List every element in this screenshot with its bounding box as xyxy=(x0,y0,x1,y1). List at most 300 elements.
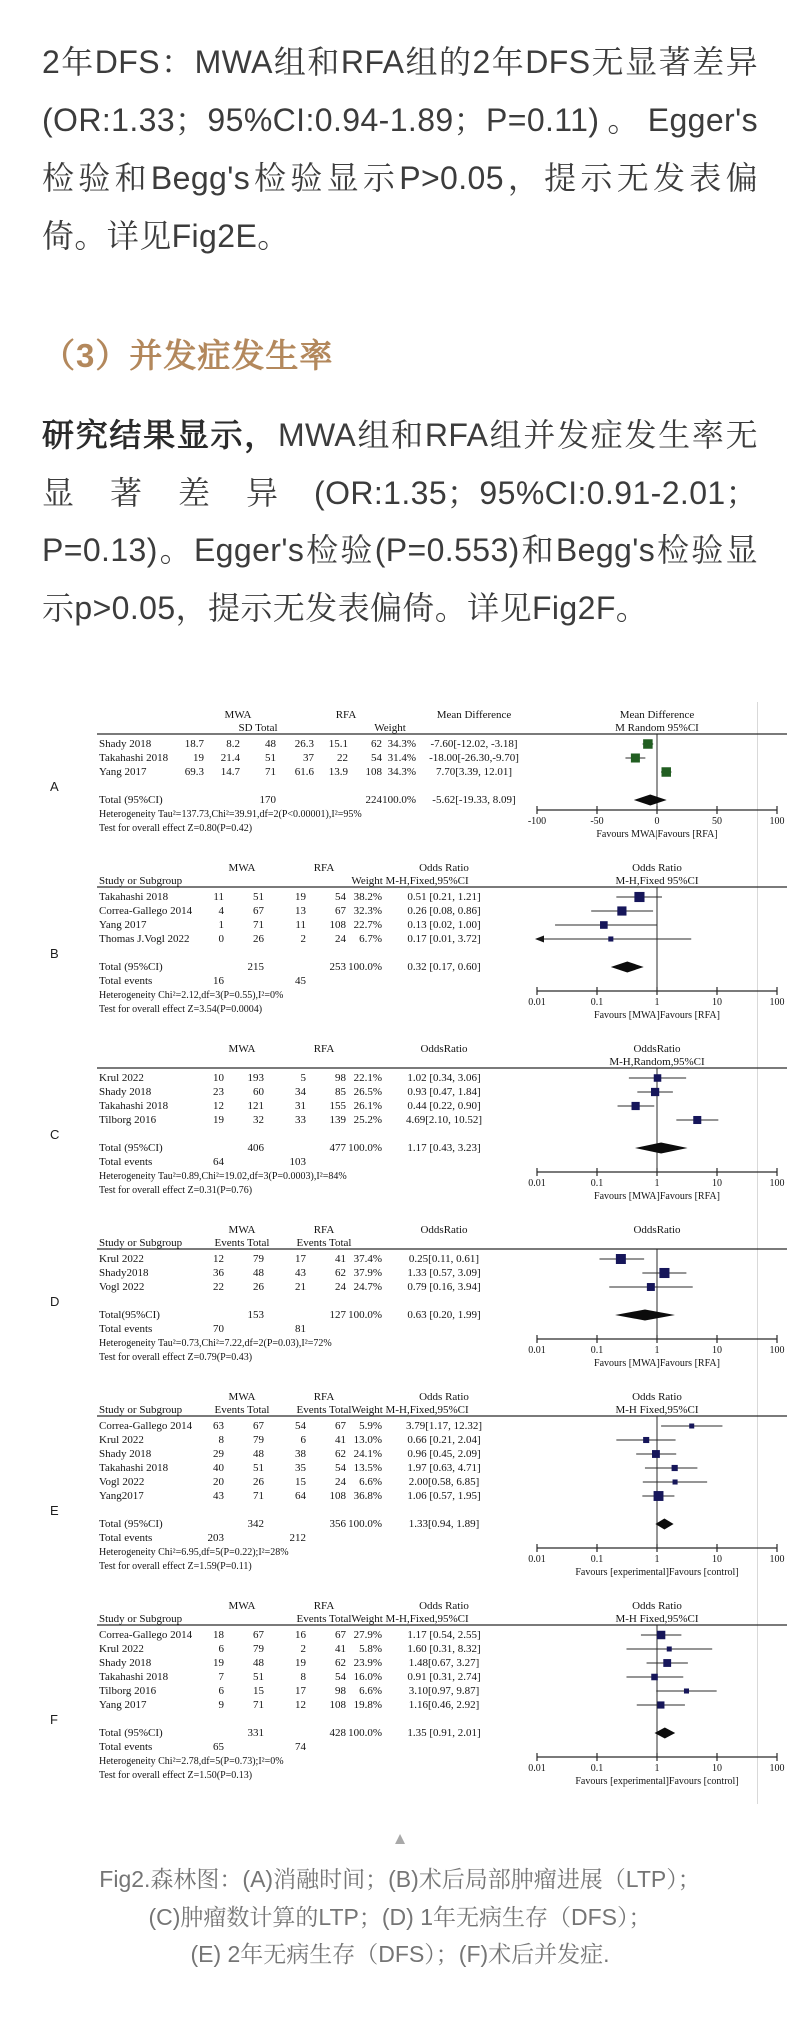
collapse-triangle-icon: ▲ xyxy=(391,1829,409,1849)
group2-value: 37 xyxy=(303,752,314,765)
x-axis-tick-label: 1 xyxy=(654,1345,660,1357)
effect-estimate-text: 1.17 [0.54, 2.55] xyxy=(407,1629,481,1642)
group1-value: 69.3 xyxy=(184,766,204,779)
group1-value: 7 xyxy=(218,1671,224,1684)
effect-marker xyxy=(608,937,613,942)
weight-value: 13.0% xyxy=(353,1434,382,1447)
effect-marker xyxy=(654,1074,662,1082)
column-subheader-group2: Events Total xyxy=(296,1404,352,1417)
column-header-group1: MWA xyxy=(228,862,256,875)
x-axis-tick-label: 0.1 xyxy=(590,997,604,1009)
effect-marker xyxy=(689,1424,694,1429)
effect-estimate-text: 0.91 [0.31, 2.74] xyxy=(407,1671,481,1684)
effect-marker xyxy=(684,1689,689,1694)
study-name: Tilborg 2016 xyxy=(99,1114,157,1127)
total-n-group1: 170 xyxy=(259,794,276,807)
group2-value: 19 xyxy=(295,891,306,904)
weight-value: 23.9% xyxy=(353,1657,382,1670)
group1-value: 14.7 xyxy=(220,766,240,779)
effect-marker xyxy=(657,1631,665,1639)
group1-value: 1 xyxy=(218,919,224,932)
total-events-group1: 70 xyxy=(213,1323,224,1336)
group2-value: 62 xyxy=(371,738,382,751)
favours-label: Favours [MWA]Favours [RFA] xyxy=(594,1010,720,1022)
total-effect-text: 0.63 [0.20, 1.99] xyxy=(407,1309,481,1322)
heterogeneity-text: Heterogeneity Tau²=137.73,Chi²=39.91,df=2(P<0.00001),I²=95% xyxy=(99,809,362,821)
forest-panel-F xyxy=(42,1599,787,1804)
group2-value: 155 xyxy=(329,1100,346,1113)
total-weight: 100.0% xyxy=(348,1142,382,1155)
x-axis-tick-label: 100 xyxy=(769,997,785,1009)
study-name: Thomas J.Vogl 2022 xyxy=(99,933,190,946)
weight-value: 34.3% xyxy=(387,766,416,779)
total-n-group2: 253 xyxy=(329,961,346,974)
heterogeneity-text: Heterogeneity Tau²=0.89,Chi²=19.02,df=3(P=0.0003),I²=84% xyxy=(99,1171,347,1183)
weight-value: 37.4% xyxy=(353,1253,382,1266)
figure-caption-block xyxy=(42,1830,758,1973)
effect-marker xyxy=(661,768,670,777)
favours-label: Favours [MWA]Favours [RFA] xyxy=(594,1358,720,1370)
forest-panel-C xyxy=(42,1042,787,1219)
group1-value: 4 xyxy=(218,905,224,918)
x-axis-tick-label: 0.01 xyxy=(528,1763,546,1775)
group2-value: 19 xyxy=(295,1657,306,1670)
group1-value: 20 xyxy=(213,1476,224,1489)
effect-marker xyxy=(643,740,652,749)
weight-value: 26.1% xyxy=(353,1100,382,1113)
group2-value: 11 xyxy=(295,919,306,932)
effect-marker xyxy=(647,1283,655,1291)
column-header-weight: Weight xyxy=(374,722,406,735)
favours-label: Favours MWA|Favours [RFA] xyxy=(596,829,718,841)
total-events-group2: 74 xyxy=(295,1741,306,1754)
group2-value: 108 xyxy=(329,1490,346,1503)
group2-value: 33 xyxy=(295,1114,306,1127)
study-name: Vogl 2022 xyxy=(99,1476,145,1489)
column-header-group2: RFA xyxy=(313,1043,335,1056)
weight-value: 32.3% xyxy=(353,905,382,918)
forest-panel-D xyxy=(42,1223,787,1386)
weight-value: 13.5% xyxy=(353,1462,382,1475)
group1-value: 32 xyxy=(253,1114,264,1127)
group2-value: 41 xyxy=(335,1643,346,1656)
group2-value: 24 xyxy=(335,1281,346,1294)
group2-value: 67 xyxy=(335,905,346,918)
group2-value: 2 xyxy=(300,933,306,946)
x-axis-tick-label: 10 xyxy=(712,997,722,1009)
column-subheader-group1: Events Total xyxy=(214,1404,270,1417)
x-axis-tick-label: 10 xyxy=(712,1178,722,1190)
weight-value: 24.1% xyxy=(353,1448,382,1461)
section-heading-complication-rate: （3）并发症发生率 xyxy=(42,336,334,374)
group2-value: 67 xyxy=(335,1629,346,1642)
effect-marker xyxy=(693,1116,701,1124)
weight-value: 25.2% xyxy=(353,1114,382,1127)
column-header-effect: Odds Ratio xyxy=(419,1600,469,1613)
x-axis-tick-label: 0.01 xyxy=(528,1345,546,1357)
group1-value: 29 xyxy=(213,1448,224,1461)
total-n-group2: 477 xyxy=(329,1142,346,1155)
group2-value: 21 xyxy=(295,1281,306,1294)
group1-value: 67 xyxy=(253,1629,264,1642)
study-name: Shady 2018 xyxy=(99,738,152,751)
effect-estimate-text: 1.06 [0.57, 1.95] xyxy=(407,1490,481,1503)
total-n-group2: 428 xyxy=(329,1727,346,1740)
x-axis-tick-label: 0.01 xyxy=(528,1554,546,1566)
effect-marker xyxy=(617,907,626,916)
total-events-group1: 64 xyxy=(213,1156,224,1169)
study-name: Takahashi 2018 xyxy=(99,891,169,904)
group1-value: 8.2 xyxy=(226,738,240,751)
total-events-group2: 103 xyxy=(289,1156,306,1169)
total-effect-text: 1.17 [0.43, 3.23] xyxy=(407,1142,481,1155)
column-header-model: M Random 95%CI xyxy=(615,722,699,735)
x-axis-tick-label: 1 xyxy=(654,1763,660,1775)
group1-value: 12 xyxy=(213,1100,224,1113)
column-subheader-group2: Events Total xyxy=(296,1613,352,1626)
study-name: Krul 2022 xyxy=(99,1434,144,1447)
weight-value: 34.3% xyxy=(387,738,416,751)
panel-label-D: D xyxy=(50,1294,60,1310)
paragraph-lead-bold: 研究结果显示， xyxy=(42,416,278,453)
overall-effect-text: Test for overall effect Z=1.59(P=0.11) xyxy=(99,1561,252,1573)
effect-marker xyxy=(600,921,608,929)
x-axis-tick-label: 1 xyxy=(654,997,660,1009)
total-events-label: Total events xyxy=(99,1532,153,1545)
study-name: Yang 2017 xyxy=(99,766,147,779)
column-header-group1: MWA xyxy=(228,1600,256,1613)
weight-value: 38.2% xyxy=(353,891,382,904)
study-name: Takahashi 2018 xyxy=(99,1462,169,1475)
favours-label: Favours [experimental]Favours [control] xyxy=(575,1776,739,1788)
group2-value: 22 xyxy=(337,752,348,765)
group2-value: 24 xyxy=(335,1476,346,1489)
effect-marker xyxy=(673,1480,678,1485)
group2-value: 54 xyxy=(335,1671,346,1684)
total-n-group1: 331 xyxy=(247,1727,264,1740)
group1-value: 79 xyxy=(253,1643,264,1656)
paragraph-lead-rest: MWA组和RFA组并发症发生率无显著差异(OR:1.35；95%CI:0.91-2.01；P=0.13)。Egger's检验(P=0.553)和Begg's检验显示p>0.05，提示无发表偏倚。详见Fig2F。 xyxy=(42,416,758,627)
effect-estimate-text: 7.70[3.39, 12.01] xyxy=(435,766,513,779)
group1-value: 71 xyxy=(253,1699,264,1712)
effect-estimate-text: 0.96 [0.45, 2.09] xyxy=(407,1448,481,1461)
group2-value: 34 xyxy=(295,1086,306,1099)
panel-label-F: F xyxy=(50,1712,58,1728)
effect-marker xyxy=(651,1088,659,1096)
effect-estimate-text: -18.00[-26.30,-9.70] xyxy=(429,752,519,765)
column-header-study: Study or Subgroup xyxy=(99,1613,183,1626)
x-axis-tick-label: 1 xyxy=(654,1178,660,1190)
forest-panel-B xyxy=(42,861,787,1038)
effect-estimate-text: 0.93 [0.47, 1.84] xyxy=(407,1086,481,1099)
x-axis-tick-label: 10 xyxy=(712,1554,722,1566)
study-name: Krul 2022 xyxy=(99,1253,144,1266)
group1-value: 79 xyxy=(253,1434,264,1447)
column-header-weight: Weight M-H,Fixed,95%CI xyxy=(351,1404,469,1417)
group1-value: 0 xyxy=(218,933,224,946)
total-diamond xyxy=(655,1519,673,1530)
group2-value: 2 xyxy=(300,1643,306,1656)
x-axis-tick-label: 50 xyxy=(712,816,722,828)
group2-value: 108 xyxy=(329,919,346,932)
effect-marker xyxy=(651,1674,658,1681)
total-events-group2: 212 xyxy=(289,1532,306,1545)
heterogeneity-text: Heterogeneity Chi²=2.12,df=3(P=0.55),I²=0% xyxy=(99,990,284,1002)
total-row-label: Total (95%CI) xyxy=(99,1142,163,1155)
effect-estimate-text: 4.69[2.10, 10.52] xyxy=(405,1114,483,1127)
total-effect-text: -5.62[-19.33, 8.09] xyxy=(432,794,516,807)
total-row-label: Total (95%CI) xyxy=(99,794,163,807)
total-diamond xyxy=(611,962,644,973)
group1-value: 21.4 xyxy=(220,752,240,765)
group1-value: 6 xyxy=(218,1685,224,1698)
group1-value: 12 xyxy=(213,1253,224,1266)
x-axis-tick-label: 0.1 xyxy=(590,1345,604,1357)
column-header-group2: RFA xyxy=(313,1224,335,1237)
group1-value: 51 xyxy=(253,891,264,904)
heterogeneity-text: Heterogeneity Chi²=2.78,df=5(P=0.73);I²=0% xyxy=(99,1756,284,1768)
effect-estimate-text: 1.97 [0.63, 4.71] xyxy=(407,1462,481,1475)
caption-line-2: (C)肿瘤数计算的LTP；(D) 1年无病生存（DFS）； xyxy=(148,1903,652,1930)
group2-value: 64 xyxy=(295,1490,306,1503)
study-name: Takahashi 2018 xyxy=(99,1100,169,1113)
effect-marker xyxy=(659,1268,669,1278)
column-header-model: M-H,Random,95%CI xyxy=(609,1056,705,1069)
group2-value: 15 xyxy=(295,1476,306,1489)
total-weight: 100.0% xyxy=(348,961,382,974)
total-row-label: Total(95%CI) xyxy=(99,1309,160,1322)
total-weight: 100.0% xyxy=(348,1727,382,1740)
effect-marker xyxy=(654,1491,664,1501)
weight-value: 19.8% xyxy=(353,1699,382,1712)
column-header-group2: RFA xyxy=(313,1600,335,1613)
weight-value: 37.9% xyxy=(353,1267,382,1280)
x-axis-tick-label: 10 xyxy=(712,1763,722,1775)
group2-value: 54 xyxy=(295,1420,306,1433)
group1-value: 40 xyxy=(213,1462,224,1475)
total-events-label: Total events xyxy=(99,1741,153,1754)
group1-value: 48 xyxy=(253,1267,264,1280)
study-name: Tilborg 2016 xyxy=(99,1685,157,1698)
group1-value: 121 xyxy=(247,1100,264,1113)
total-events-label: Total events xyxy=(99,1323,153,1336)
total-diamond xyxy=(634,795,667,806)
effect-estimate-text: 0.66 [0.21, 2.04] xyxy=(407,1434,481,1447)
group1-value: 19 xyxy=(213,1657,224,1670)
overall-effect-text: Test for overall effect Z=3.54(P=0.0004) xyxy=(99,1004,263,1016)
group1-value: 6 xyxy=(218,1643,224,1656)
group1-value: 10 xyxy=(213,1072,224,1085)
group1-value: 18.7 xyxy=(184,738,204,751)
group1-value: 23 xyxy=(213,1086,224,1099)
total-events-label: Total events xyxy=(99,975,153,988)
total-n-group1: 215 xyxy=(247,961,264,974)
column-header-study: Study or Subgroup xyxy=(99,875,183,888)
group2-value: 16 xyxy=(295,1629,306,1642)
total-row-label: Total (95%CI) xyxy=(99,961,163,974)
group2-value: 67 xyxy=(335,1420,346,1433)
group2-value: 35 xyxy=(295,1462,306,1475)
weight-value: 22.1% xyxy=(353,1072,382,1085)
total-events-group2: 45 xyxy=(295,975,306,988)
caption-line-1: Fig2.森林图：(A)消融时间；(B)术后局部肿瘤进展（LTP）； xyxy=(99,1866,701,1893)
column-header-plot: OddsRatio xyxy=(633,1224,681,1237)
group2-value: 41 xyxy=(335,1253,346,1266)
weight-value: 16.0% xyxy=(353,1671,382,1684)
total-diamond xyxy=(635,1143,688,1154)
group1-value: 26 xyxy=(253,1281,264,1294)
paragraph-2yr-dfs: 2年DFS：MWA组和RFA组的2年DFS无显著差异(OR:1.33；95%CI:0.94-1.89；P=0.11)。Egger's检验和Begg's检验显示P>0.05，提示无发表偏倚。详见Fig2E。 xyxy=(42,44,758,254)
panel-label-E: E xyxy=(50,1503,59,1519)
heterogeneity-text: Heterogeneity Tau²=0.73,Chi²=7.22,df=2(P=0.03),I²=72% xyxy=(99,1338,332,1350)
weight-value: 6.7% xyxy=(359,933,382,946)
column-header-effect: OddsRatio xyxy=(420,1043,468,1056)
total-weight: 100.0% xyxy=(348,1309,382,1322)
group1-value: 18 xyxy=(213,1629,224,1642)
weight-value: 26.5% xyxy=(353,1086,382,1099)
group1-value: 60 xyxy=(253,1086,264,1099)
group1-value: 71 xyxy=(265,766,276,779)
group1-value: 51 xyxy=(265,752,276,765)
forest-panel-A xyxy=(42,708,787,857)
group2-value: 85 xyxy=(335,1086,346,1099)
weight-value: 6.6% xyxy=(359,1476,382,1489)
column-subheader-sd-total: SD Total xyxy=(238,722,278,735)
weight-value: 22.7% xyxy=(353,919,382,932)
group2-value: 17 xyxy=(295,1253,306,1266)
x-axis-tick-label: -50 xyxy=(590,816,604,828)
panel-label-B: B xyxy=(50,946,59,962)
column-header-effect: OddsRatio xyxy=(420,1224,468,1237)
group1-value: 22 xyxy=(213,1281,224,1294)
group2-value: 61.6 xyxy=(294,766,314,779)
total-events-group1: 65 xyxy=(213,1741,224,1754)
group2-value: 6 xyxy=(300,1434,306,1447)
total-row-label: Total (95%CI) xyxy=(99,1727,163,1740)
study-name: Shady 2018 xyxy=(99,1086,152,1099)
weight-value: 24.7% xyxy=(353,1281,382,1294)
panel-label-A: A xyxy=(50,779,59,795)
effect-estimate-text: 2.00[0.58, 6.85] xyxy=(408,1476,480,1489)
weight-value: 5.8% xyxy=(359,1643,382,1656)
x-axis-tick-label: 100 xyxy=(769,816,785,828)
group2-value: 54 xyxy=(335,1462,346,1475)
group1-value: 11 xyxy=(213,891,224,904)
x-axis-tick-label: 1 xyxy=(654,1554,660,1566)
group2-value: 108 xyxy=(365,766,382,779)
group2-value: 98 xyxy=(335,1072,346,1085)
effect-marker xyxy=(643,1437,649,1443)
column-header-group2: RFA xyxy=(313,862,335,875)
overall-effect-text: Test for overall effect Z=0.31(P=0.76) xyxy=(99,1185,253,1197)
column-header-effect: Odds Ratio xyxy=(419,862,469,875)
group1-value: 36 xyxy=(213,1267,224,1280)
weight-value: 31.4% xyxy=(387,752,416,765)
study-name: Takahashi 2018 xyxy=(99,1671,169,1684)
group2-value: 17 xyxy=(295,1685,306,1698)
column-subheader-group1: Events Total xyxy=(214,1237,270,1250)
study-name: Correa-Gallego 2014 xyxy=(99,905,193,918)
total-n-group2: 224 xyxy=(365,794,382,807)
column-header-model: M-H,Fixed 95%CI xyxy=(615,875,699,888)
effect-marker xyxy=(652,1450,660,1458)
column-header-plot: Odds Ratio xyxy=(632,862,682,875)
total-diamond xyxy=(655,1728,676,1739)
x-axis-tick-label: 0.1 xyxy=(590,1763,604,1775)
group1-value: 71 xyxy=(253,1490,264,1503)
paragraph-complication-rate xyxy=(42,407,758,639)
study-name: Shady 2018 xyxy=(99,1448,152,1461)
study-name: Yang 2017 xyxy=(99,919,147,932)
weight-value: 6.6% xyxy=(359,1685,382,1698)
effect-estimate-text: 1.33 [0.57, 3.09] xyxy=(407,1267,481,1280)
total-events-group2: 81 xyxy=(295,1323,306,1336)
total-row-label: Total (95%CI) xyxy=(99,1518,163,1531)
group2-value: 62 xyxy=(335,1448,346,1461)
group1-value: 48 xyxy=(253,1657,264,1670)
group2-value: 31 xyxy=(295,1100,306,1113)
x-axis-tick-label: 100 xyxy=(769,1763,785,1775)
column-header-model: M-H Fixed,95%CI xyxy=(615,1613,699,1626)
group2-value: 24 xyxy=(335,933,346,946)
group2-value: 62 xyxy=(335,1657,346,1670)
study-name: Krul 2022 xyxy=(99,1072,144,1085)
heterogeneity-text: Heterogeneity Chi²=6.95,df=5(P=0.22);I²=28% xyxy=(99,1547,289,1559)
column-header-group1: MWA xyxy=(224,709,252,722)
overall-effect-text: Test for overall effect Z=1.50(P=0.13) xyxy=(99,1770,253,1782)
total-weight: 100.0% xyxy=(348,1518,382,1531)
group2-value: 5 xyxy=(300,1072,306,1085)
group1-value: 26 xyxy=(253,1476,264,1489)
column-header-plot: Odds Ratio xyxy=(632,1391,682,1404)
group1-value: 51 xyxy=(253,1671,264,1684)
group1-value: 26 xyxy=(253,933,264,946)
group1-value: 48 xyxy=(265,738,276,751)
column-subheader-group2: Events Total xyxy=(296,1237,352,1250)
total-effect-text: 0.32 [0.17, 0.60] xyxy=(407,961,481,974)
x-axis-tick-label: 10 xyxy=(712,1345,722,1357)
effect-estimate-text: 0.13 [0.02, 1.00] xyxy=(407,919,481,932)
caption-line-3: (E) 2年无病生存（DFS）；(F)术后并发症. xyxy=(190,1940,610,1967)
group2-value: 54 xyxy=(335,891,346,904)
column-header-weight: Weight M-H,Fixed,95%CI xyxy=(351,875,469,888)
group1-value: 193 xyxy=(247,1072,264,1085)
study-name: Shady 2018 xyxy=(99,1657,152,1670)
total-n-group1: 406 xyxy=(247,1142,264,1155)
effect-estimate-text: 0.26 [0.08, 0.86] xyxy=(407,905,481,918)
column-header-plot: OddsRatio xyxy=(633,1043,681,1056)
column-header-plot: Mean Difference xyxy=(619,709,695,722)
x-axis-tick-label: 0.1 xyxy=(590,1554,604,1566)
x-axis-tick-label: -100 xyxy=(527,816,547,828)
column-header-effect: Odds Ratio xyxy=(419,1391,469,1404)
group1-value: 8 xyxy=(218,1434,224,1447)
total-effect-text: 1.33[0.94, 1.89] xyxy=(408,1518,480,1531)
total-n-group1: 342 xyxy=(247,1518,264,1531)
weight-value: 36.8% xyxy=(353,1490,382,1503)
effect-estimate-text: 1.60 [0.31, 8.32] xyxy=(407,1643,481,1656)
column-header-model: M-H Fixed,95%CI xyxy=(615,1404,699,1417)
group1-value: 63 xyxy=(213,1420,224,1433)
group2-value: 108 xyxy=(329,1699,346,1712)
total-events-group1: 203 xyxy=(207,1532,224,1545)
group2-value: 41 xyxy=(335,1434,346,1447)
group1-value: 67 xyxy=(253,905,264,918)
column-header-group2: RFA xyxy=(335,709,357,722)
x-axis-tick-label: 100 xyxy=(769,1178,785,1190)
group1-value: 19 xyxy=(213,1114,224,1127)
column-header-group2: RFA xyxy=(313,1391,335,1404)
